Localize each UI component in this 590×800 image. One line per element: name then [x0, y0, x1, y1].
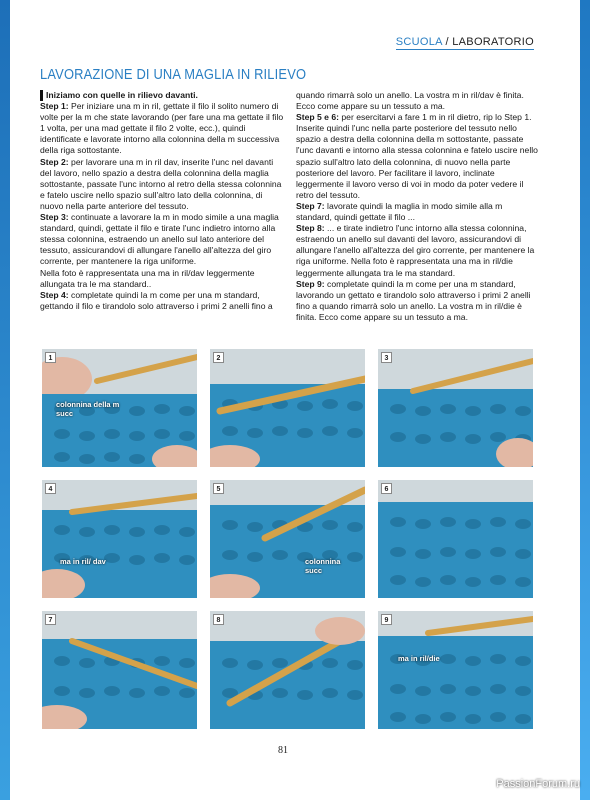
photo-step-1 — [42, 349, 197, 467]
photo-step-5 — [210, 480, 365, 598]
step2-text: per lavorare una m in ril dav, inserite l'unc nel davanti del lavoro, nello spazio a destra della colonnina della maglia sottostante, passate l'unc intorno al retro della stessa colonnina e fatelo uscire nello spazio sull'altro lato della colonnina, di nuovo nella parte anteriore del tessuto. — [40, 156, 282, 211]
photo-step-8 — [210, 611, 365, 729]
step8-label: Step 8: — [296, 223, 325, 234]
photo-caption-9: ma in ril/die — [398, 654, 440, 663]
page-title: LAVORAZIONE DI UNA MAGLIA IN RILIEVO — [40, 66, 307, 83]
photo-number-1: 1 — [45, 352, 56, 363]
step56-text: per esercitarvi a fare 1 m in ril dietro, rip lo Step 1. Inserite quindi l'unc nella parte posteriore del tessuto nello spazio a destra della colonnina della m sottostante, passate l'unc davanti e intorno alla stessa colonnina e fatelo uscire nello spazio sull'altro lato della colonnina, di nuovo nella parte posteriore del lavoro. Per facilitare il lavoro, inclinate leggermente il lavoro verso di voi in modo da poter vedere il retro del tessuto. — [296, 112, 538, 200]
photo-step-7 — [42, 611, 197, 729]
step9-text: completate quindi la m come per una m standard, lavorando un gettato e tirandolo solo attraverso i primi 2 anelli fino a quando rimarrà solo un anello. La vostra m in ril/die è finita. Ecco come appare su un tessuto a ma. — [296, 278, 531, 322]
step4-continued: quando rimarrà solo un anello. La vostra m in ril/dav è finita. Ecco come appare su un tessuto a ma. — [296, 90, 524, 112]
step7-text: lavorate quindi la maglia in modo simile alla m standard, quindi gettate il filo ... — [296, 200, 503, 223]
right-blue-band — [580, 0, 590, 800]
text-column-right — [296, 90, 540, 323]
photo-grid — [42, 349, 533, 729]
section-separator: / — [442, 36, 453, 48]
text-column-left — [40, 90, 286, 312]
section-label — [396, 36, 534, 50]
step7-label: Step 7: — [296, 200, 325, 211]
photo-caption-1: colonnina della m succ — [56, 400, 120, 418]
step2-label: Step 2: — [40, 156, 69, 167]
photo-number-9: 9 — [381, 614, 392, 625]
photo-number-7: 7 — [45, 614, 56, 625]
photo-step-4 — [42, 480, 197, 598]
section-scuola: SCUOLA — [395, 36, 443, 48]
step8-text: ... e tirate indietro l'unc intorno alla stessa colonnina, estraendo un anello sul davanti del lavoro, assicurandovi di allungare l'anello all'altezza del giro corrente, per mantenere la riga uniforme. Nella foto è rappresentata una ma in ril/die leggermente allungata tra le ma standard. — [296, 223, 535, 278]
photo-caption-5: colonnina succ — [305, 557, 341, 575]
step56-label: Step 5 e 6: — [296, 112, 339, 123]
photo-step-3 — [378, 349, 533, 467]
left-blue-band — [0, 0, 10, 800]
photo-number-4: 4 — [45, 483, 56, 494]
step1-text: Per iniziare una m in ril, gettate il filo il solito numero di volte per la m che state lavorando (per fare una ma gettate il filo 1 volta, per una mad gettate il filo 2 volte, ecc.), quindi identificate e lavorate intorno alla colonnina della m successiva della riga sottostante. — [40, 101, 284, 156]
step4-text: completate quindi la m come per una m standard, gettando il filo e tirandolo solo attraverso i primi 2 anelli fino a — [40, 289, 273, 311]
photo-step-9 — [378, 611, 533, 729]
step3-text: continuate a lavorare la m in modo simile a una maglia standard, quindi, gettate il filo e tirate l'unc indietro intorno alla stessa colonnina, estraendo un anello sul lato anteriore del tessuto, assicurandovi di allungare l'anello all'altezza del giro corrente, per mantenere la riga uniforme. — [40, 212, 279, 267]
photo-number-6: 6 — [381, 483, 392, 494]
photo-step-6 — [378, 480, 533, 598]
step1-label: Step 1: — [40, 101, 69, 112]
photo-caption-4: ma in ril/ dav — [60, 557, 106, 566]
photo-number-5: 5 — [213, 483, 224, 494]
section-laboratorio: LABORATORIO — [452, 36, 534, 48]
photo-note: Nella foto è rappresentata una ma in ril/dav leggermente allungata tra le ma standard.. — [40, 267, 255, 289]
page-number: 81 — [278, 745, 288, 756]
photo-step-2 — [210, 349, 365, 467]
step3-label: Step 3: — [40, 212, 69, 223]
step9-label: Step 9: — [296, 278, 325, 289]
step4-label: Step 4: — [40, 289, 69, 300]
photo-number-3: 3 — [381, 352, 392, 363]
photo-number-8: 8 — [213, 614, 224, 625]
intro-text: Iniziamo con quelle in rilievo davanti. — [46, 90, 198, 100]
watermark: PassionForum.ru — [496, 778, 580, 790]
photo-number-2: 2 — [213, 352, 224, 363]
